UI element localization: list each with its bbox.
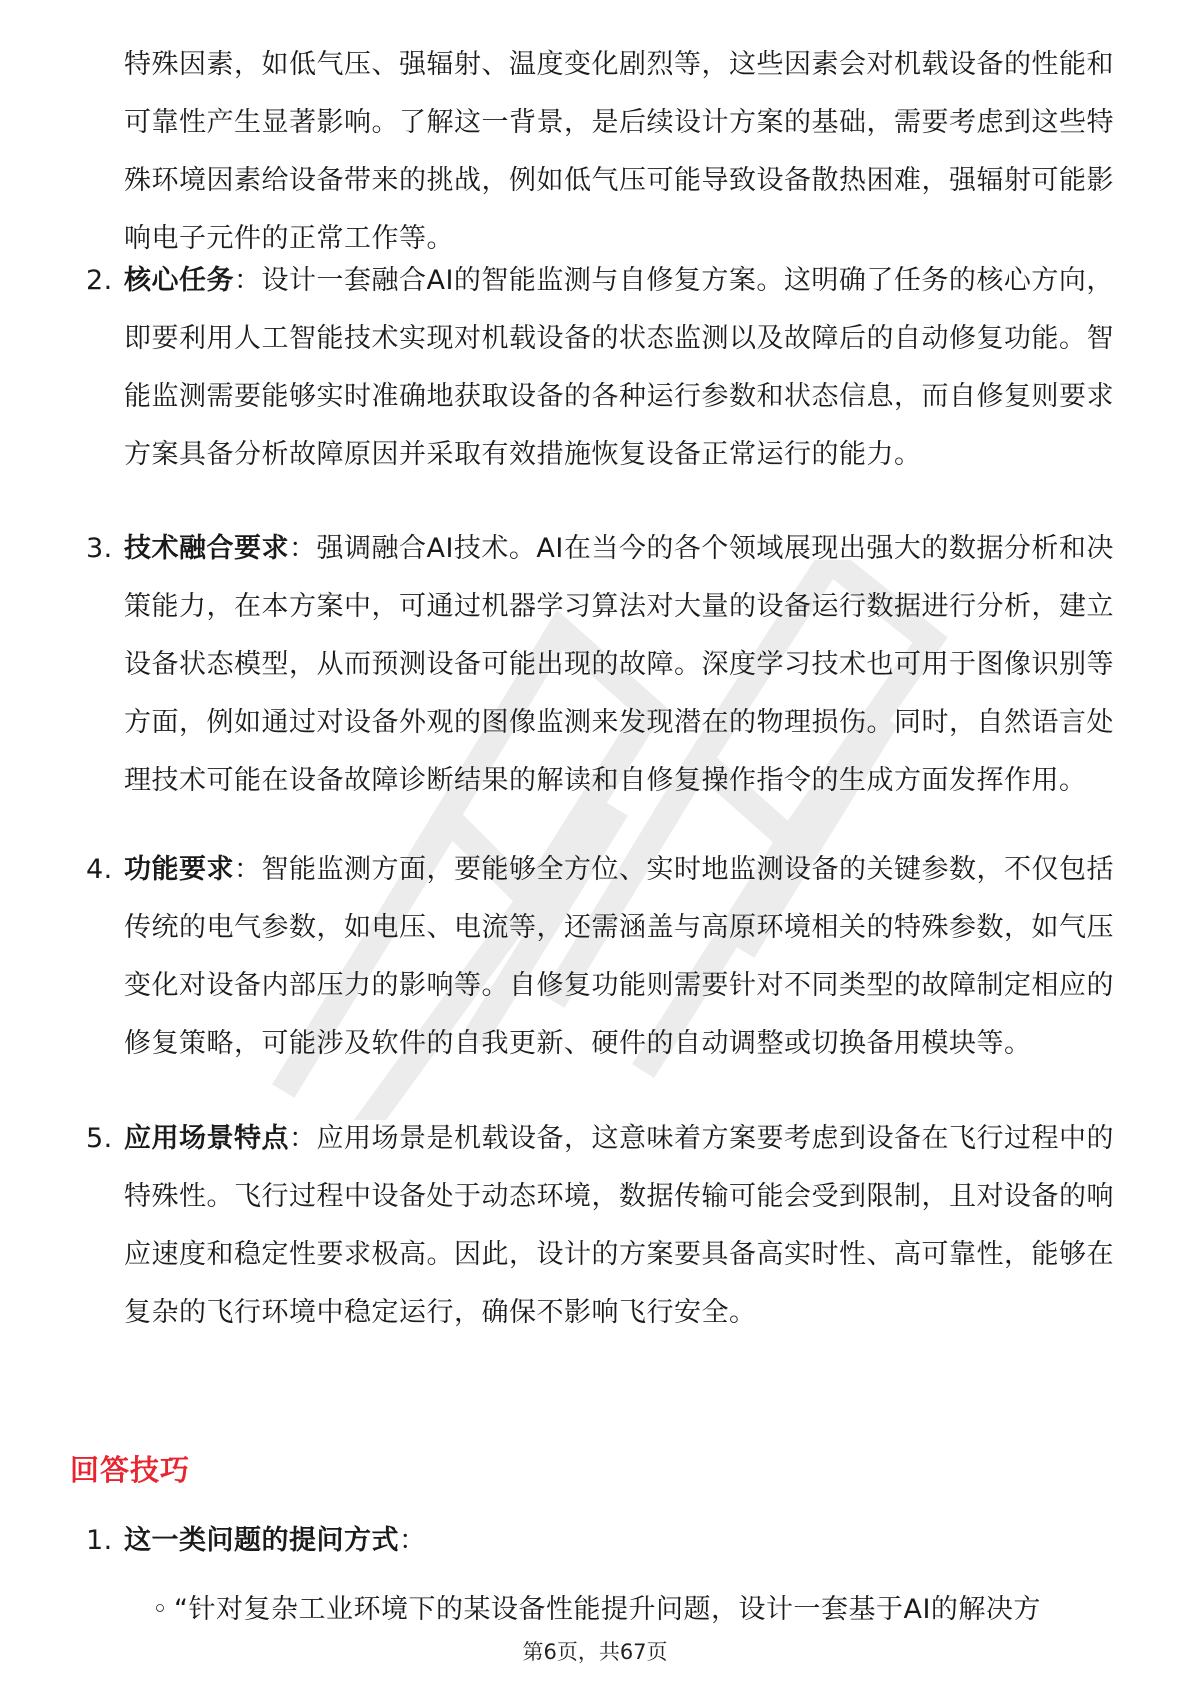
bullet-text: “针对复杂工业环境下的某设备性能提升问题，设计一套基于AI的解决方 [174,1594,1041,1625]
item-text: 设计一套融合AI的智能监测与自修复方案。这明确了任务的核心方向，即要利用人工智能技术实现对机载设备的状态监测以及故障后的自动修复功能。智能监测需要能够实时准确地获取设备的各种运行参数和状态信息，而自修复则要求方案具备分析故障原因并采取有效措施恢复设备正常运行的能力。 [124,265,1114,470]
list-number: 3. [86,533,113,564]
list-number: 4. [86,854,113,885]
item-lead: 核心任务 [124,265,234,296]
list-item [86,252,1114,484]
sub-bullet [152,1590,1112,1630]
item-text: 强调融合AI技术。AI在当今的各个领域展现出强大的数据分析和决策能力，在本方案中，可通过机器学习算法对大量的设备运行数据进行分析，建立设备状态模型，从而预测设备可能出现的故障。深度学习技术也可用于图像识别等方面，例如通过对设备外观的图像监测来发现潜在的物理损伤。同时，自然语言处理技术可能在设备故障诊断结果的解读和自修复操作指令的生成方面发挥作用。 [124,533,1114,796]
list-item [86,841,1114,1073]
list-item [86,520,1114,810]
item-separator: ： [289,533,317,564]
list-number: 2. [86,265,113,296]
bullet-marker: ◦ [152,1594,169,1625]
item-separator: ： [234,265,262,296]
item-lead: 这一类问题的提问方式 [124,1525,399,1556]
section-heading: 回答技巧 [70,1453,191,1487]
item-lead: 应用场景特点 [124,1123,289,1154]
list-number: 1. [86,1525,113,1556]
item-1-continuation: 特殊因素，如低气压、强辐射、温度变化剧烈等，这些因素会对机载设备的性能和可靠性产生显著影响。了解这一背景，是后续设计方案的基础，需要考虑到这些特殊环境因素给设备带来的挑战，例如低气压可能导致设备散热困难，强辐射可能影响电子元件的正常工作等。 [124,49,1114,254]
page-footer: 第6页，共67页 [522,1640,668,1664]
item-lead: 功能要求 [124,854,234,885]
item-separator: ： [289,1123,317,1154]
list-number: 5. [86,1123,113,1154]
item-separator: ： [399,1525,427,1556]
item-lead: 技术融合要求 [124,533,289,564]
item-separator: ： [234,854,262,885]
list-item [86,1110,1114,1342]
list-item [86,1512,1114,1570]
item-text: 应用场景是机载设备，这意味着方案要考虑到设备在飞行过程中的特殊性。飞行过程中设备处于动态环境，数据传输可能会受到限制，且对设备的响应速度和稳定性要求极高。因此，设计的方案要具备高实时性、高可靠性，能够在复杂的飞行环境中稳定运行，确保不影响飞行安全。 [124,1123,1114,1328]
item-text: 智能监测方面，要能够全方位、实时地监测设备的关键参数，不仅包括传统的电气参数，如电压、电流等，还需涵盖与高原环境相关的特殊参数，如气压变化对设备内部压力的影响等。自修复功能则需要针对不同类型的故障制定相应的修复策略，可能涉及软件的自我更新、硬件的自动调整或切换备用模块等。 [124,854,1114,1059]
